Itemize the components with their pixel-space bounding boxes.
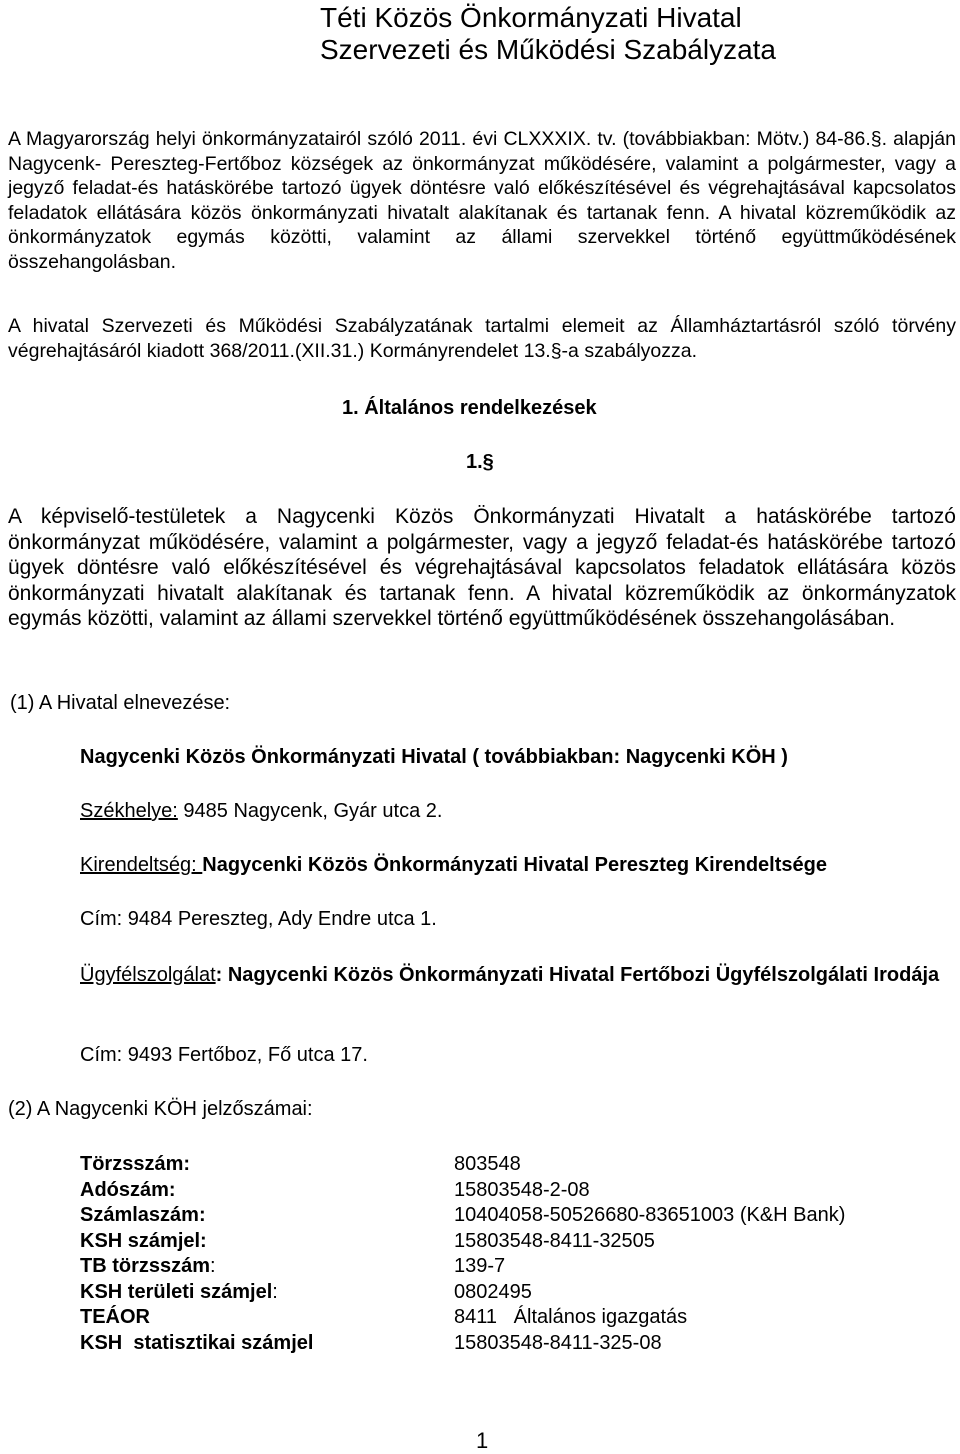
- row-value: 8411 Általános igazgatás: [454, 1306, 688, 1328]
- section1-paragraph: A képviselő-testületek a Nagycenki Közös Önkormányzati Hivatalt a hatáskörébe tartozó önkormányzat működésére, valamint a polgármester, vagy a jegyző feladat-és hatáskörébe tartozó ügyek döntésre való előkészítésével és végrehajtásával kapcsolatos feladatok ellátására közös önkormányzati hivatalt alakítanak és tartanak fenn. A hivatal közreműködik az önkormányzatok egymás közötti, valamint az állami szervekkel történő együttműködésének összehangolásában.: [8, 505, 956, 631]
- row-value: 15803548-8411-32505: [454, 1229, 655, 1252]
- office-name-label: (1) A Hivatal elnevezése:: [10, 692, 231, 714]
- row-value: 10404058-50526680-83651003 (K&H Bank): [454, 1204, 846, 1226]
- table-row: [80, 1305, 940, 1331]
- table-row: [80, 1331, 940, 1357]
- row-key-wrap: [80, 1254, 454, 1280]
- table-row: [80, 1203, 940, 1229]
- table-row: [80, 1229, 940, 1255]
- seat-line: [80, 799, 442, 823]
- row-key: Számlaszám:: [80, 1204, 206, 1226]
- section-heading: 1. Általános rendelkezések: [342, 397, 597, 419]
- title-line-1: Téti Közös Önkormányzati Hivatal: [320, 2, 742, 33]
- document-title: [320, 2, 776, 66]
- row-key: KSH területi számjel: [80, 1280, 273, 1303]
- service-line: [80, 962, 950, 988]
- table-row: [80, 1152, 940, 1178]
- seat-value: 9485 Nagycenk, Gyár utca 2.: [177, 800, 443, 822]
- intro-paragraph-1: A Magyarország helyi önkormányzatairól szóló 2011. évi CLXXXIX. tv. (továbbiakban: Mötv.) 84-86.§. alapján Nagycenk- Pereszteg-Fertőboz községek az önkormányzat működésére, valamint a polgármester, vagy a jegyző feladat-és hatáskörébe tartozó ügyek döntésre való előkészítésével és végrehajtásával kapcsolatos feladatok ellátására közös önkormányzati hivatalt alakítanak és tartanak fenn. A hivatal közreműködik az önkormányzatok egymás közötti, valamint az állami szervekkel történő együttműködésének összehangolásban.: [8, 128, 956, 273]
- branch-line: [80, 853, 827, 877]
- table-row: [80, 1280, 940, 1306]
- branch-address: Cím: 9484 Pereszteg, Ady Endre utca 1.: [80, 908, 437, 930]
- branch-value: Nagycenki Közös Önkormányzati Hivatal Pereszteg Kirendeltsége: [202, 854, 827, 876]
- title-line-2: Szervezeti és Működési Szabályzata: [320, 34, 776, 65]
- row-key: Adószám:: [80, 1178, 176, 1201]
- identifiers-label: (2) A Nagycenki KÖH jelzőszámai:: [8, 1098, 313, 1120]
- identifiers-table: [80, 1152, 940, 1356]
- row-value: 139-7: [454, 1255, 506, 1277]
- row-key-wrap: [80, 1280, 454, 1306]
- row-value: 15803548-8411-325-08: [454, 1331, 662, 1354]
- row-key: KSH számjel:: [80, 1229, 207, 1252]
- intro-paragraph-2: A hivatal Szervezeti és Működési Szabályzatának tartalmi elemeit az Államháztartásról szóló törvény végrehajtásáról kiadott 368/2011.(XII.31.) Kormányrendelet 13.§-a szabályozza.: [8, 315, 956, 362]
- row-key-suffix: :: [272, 1280, 278, 1303]
- paragraph-mark: 1.§: [466, 451, 494, 473]
- branch-label: Kirendeltség:: [80, 854, 203, 876]
- row-value: 0802495: [454, 1280, 532, 1303]
- service-value: : Nagycenki Közös Önkormányzati Hivatal Fertőbozi Ügyfélszolgálati Irodája: [215, 964, 940, 986]
- row-key-suffix: :: [210, 1255, 216, 1277]
- service-address: Cím: 9493 Fertőboz, Fő utca 17.: [80, 1044, 368, 1066]
- service-label: Ügyfélszolgálat: [80, 964, 216, 986]
- row-key: Törzsszám:: [80, 1153, 191, 1175]
- row-key: TEÁOR: [80, 1306, 150, 1328]
- office-full-name: Nagycenki Közös Önkormányzati Hivatal ( továbbiakban: Nagycenki KÖH ): [80, 746, 788, 768]
- page-number: 1: [476, 1428, 489, 1453]
- row-key: KSH statisztikai számjel: [80, 1331, 314, 1354]
- seat-label: Székhelye:: [80, 800, 178, 822]
- table-row: [80, 1254, 940, 1280]
- table-row: [80, 1178, 940, 1204]
- row-value: 803548: [454, 1153, 521, 1175]
- row-key: TB törzsszám: [80, 1255, 211, 1277]
- row-value: 15803548-2-08: [454, 1178, 590, 1201]
